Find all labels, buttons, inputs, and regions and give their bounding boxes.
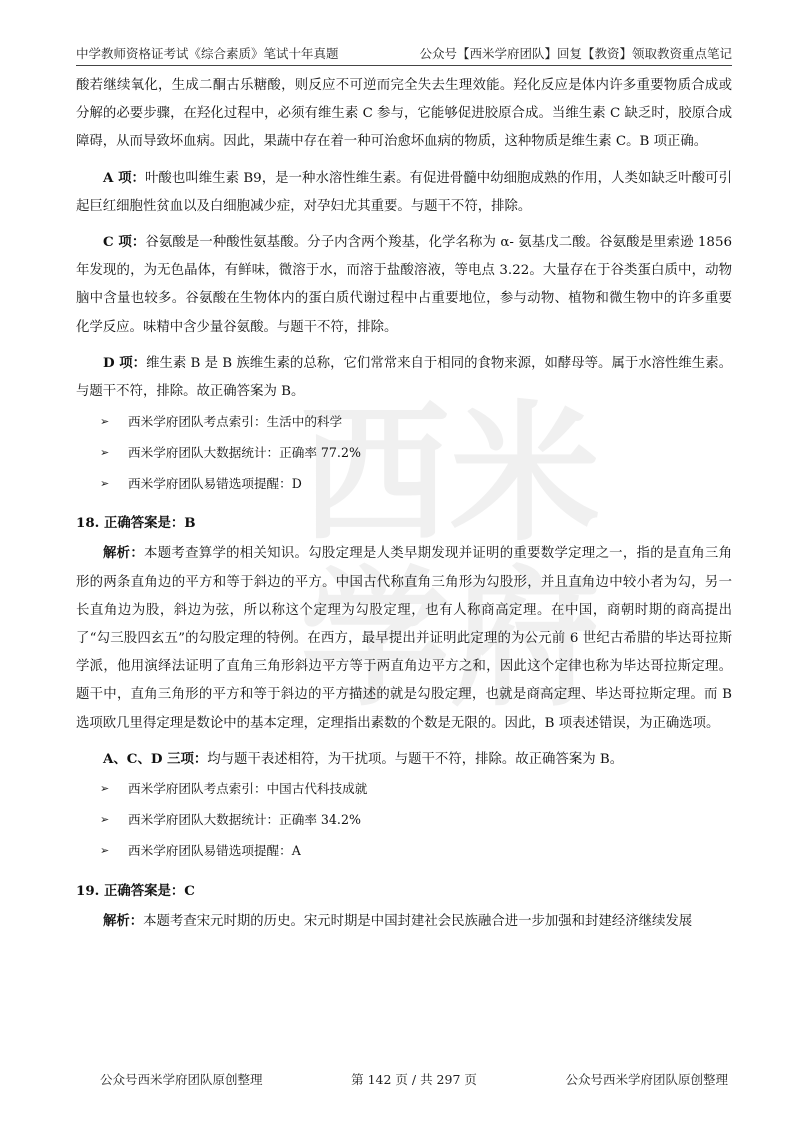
arrow-bullet-icon: ➢ — [100, 782, 110, 796]
list-item — [76, 468, 732, 499]
option-text: 叶酸也叫维生素 B9，是一种水溶性维生素。有促进骨髓中幼细胞成熟的作用，人类如缺乏叶酸可引起巨红细胞性贫血以及白细胞减少症，对孕妇尤其重要。与题干不符，排除。 — [76, 170, 732, 214]
bullet-text: 西米学府团队易错选项提醒：A — [128, 843, 301, 859]
analysis-text: 本题考查宋元时期的历史。宋元时期是中国封建社会民族融合进一步加强和封建经济继续发展 — [143, 914, 693, 930]
option-text: 谷氨酸是一种酸性氨基酸。分子内含两个羧基，化学名称为 α- 氨基戊二酸。谷氨酸是里索逊 1856 年发现的，为无色晶体，有鲜味，微溶于水，而溶于盐酸溶液，等电点 3.22。大量存在于谷类蛋白质中，动物脑中含量也较多。谷氨酸在生物体内的蛋白质代谢过程中占重要地位，参与动物、植物和微生物中的许多重要化学反应。味精中含少量谷氨酸。与题干不符，排除。 — [76, 235, 732, 335]
arrow-bullet-icon: ➢ — [100, 445, 110, 459]
bullet-text: 西米学府团队考点索引：中国古代科技成就 — [128, 781, 368, 797]
q19-heading: 19. 正确答案是：C — [76, 883, 195, 900]
arrow-bullet-icon: ➢ — [100, 414, 110, 428]
arrow-bullet-icon: ➢ — [100, 476, 110, 490]
watermark-char: 学 — [300, 553, 451, 727]
q17-bullets — [76, 406, 732, 499]
option-label: A 项： — [103, 169, 145, 186]
option-text: 均与题干表述相符，为干扰项。与题干不符，排除。故正确答案为 B。 — [207, 751, 624, 767]
page-header — [76, 40, 732, 66]
option-label: A、C、D 三项： — [103, 750, 208, 767]
intro-paragraph: 酸若继续氧化，生成二酮古乐糖酸，则反应不可逆而完全失去生理效能。羟化反应是体内许多重要物质合成或分解的必要步骤，在羟化过程中，必须有维生素 C 参与，它能够促进胶原合成。当维生素 C 缺乏时，胶原合成障碍，从而导致坏血病。因此，果蔬中存在着一种可治愈坏血病的物质，这种物质是维生素 C。B 项正确。 — [76, 78, 732, 150]
q17-option-c — [76, 228, 732, 342]
bullet-text: 西米学府团队易错选项提醒：D — [128, 475, 302, 491]
page-footer — [100, 1070, 728, 1088]
q19-analysis — [76, 907, 732, 936]
analysis-text: 本题考查算学的相关知识。勾股定理是人类早期发现并证明的重要数学定理之一，指的是直角三角形的两条直角边的平方和等于斜边的平方。中国古代称直角三角形为勾股形，并且直角边中较小者为勾，另一长直角边为股，斜边为弦，所以称这个定理为勾股定理，也有人称商高定理。在中国，商朝时期的商高提出了“勾三股四玄五”的勾股定理的特例。在西方，最早提出并证明此定理的为公元前 6 世纪古希腊的毕达哥拉斯学派，他用演绎法证明了直角三角形斜边平方等于两直角边平方之和，因此这个定律也称为毕达哥拉斯定理。题干中，直角三角形的平方和等于斜边的平方描述的就是勾股定理，也就是商高定理、毕达哥拉斯定理。而 B 选项欧几里得定理是数论中的基本定理，定理指出素数的个数是无限的。因此，B 项表述错误，为正确选项。 — [76, 546, 733, 731]
q18-bullets — [76, 774, 732, 867]
page-number: 第 142 页 / 共 297 页 — [351, 1072, 477, 1087]
q18-options-acd — [76, 745, 732, 774]
analysis-label: 解析： — [103, 545, 145, 562]
list-item — [76, 774, 732, 805]
page-content — [76, 72, 732, 936]
header-promo: 公众号【西米学府团队】回复【教资】领取教资重点笔记 — [419, 46, 732, 61]
watermark-char: 米 — [450, 388, 601, 562]
q18-analysis — [76, 539, 732, 737]
watermark-char: 府 — [450, 553, 601, 727]
footer-credit-right: 公众号西米学府团队原创整理 — [565, 1072, 728, 1087]
footer-credit-left: 公众号西米学府团队原创整理 — [100, 1072, 263, 1087]
q17-option-a — [76, 164, 732, 221]
header-title: 中学教师资格证考试《综合素质》笔试十年真题 — [76, 46, 339, 61]
list-item — [76, 836, 732, 867]
list-item — [76, 437, 732, 468]
q17-option-d — [76, 349, 732, 406]
list-item — [76, 406, 732, 437]
watermark-char: 西 — [300, 388, 451, 562]
arrow-bullet-icon: ➢ — [100, 813, 110, 827]
arrow-bullet-icon: ➢ — [100, 844, 110, 858]
q18-heading: 18. 正确答案是：B — [76, 515, 196, 532]
bullet-text: 西米学府团队大数据统计：正确率 77.2% — [128, 444, 361, 460]
bullet-text: 西米学府团队考点索引：生活中的科学 — [128, 413, 343, 429]
option-label: D 项： — [103, 354, 147, 371]
analysis-label: 解析： — [103, 913, 144, 930]
list-item — [76, 805, 732, 836]
bullet-text: 西米学府团队大数据统计：正确率 34.2% — [128, 812, 361, 828]
option-text: 维生素 B 是 B 族维生素的总称，它们常常来自于相同的食物来源，如酵母等。属于水溶性维生素。与题干不符，排除。故正确答案为 B。 — [76, 355, 732, 400]
option-label: C 项： — [103, 234, 146, 251]
